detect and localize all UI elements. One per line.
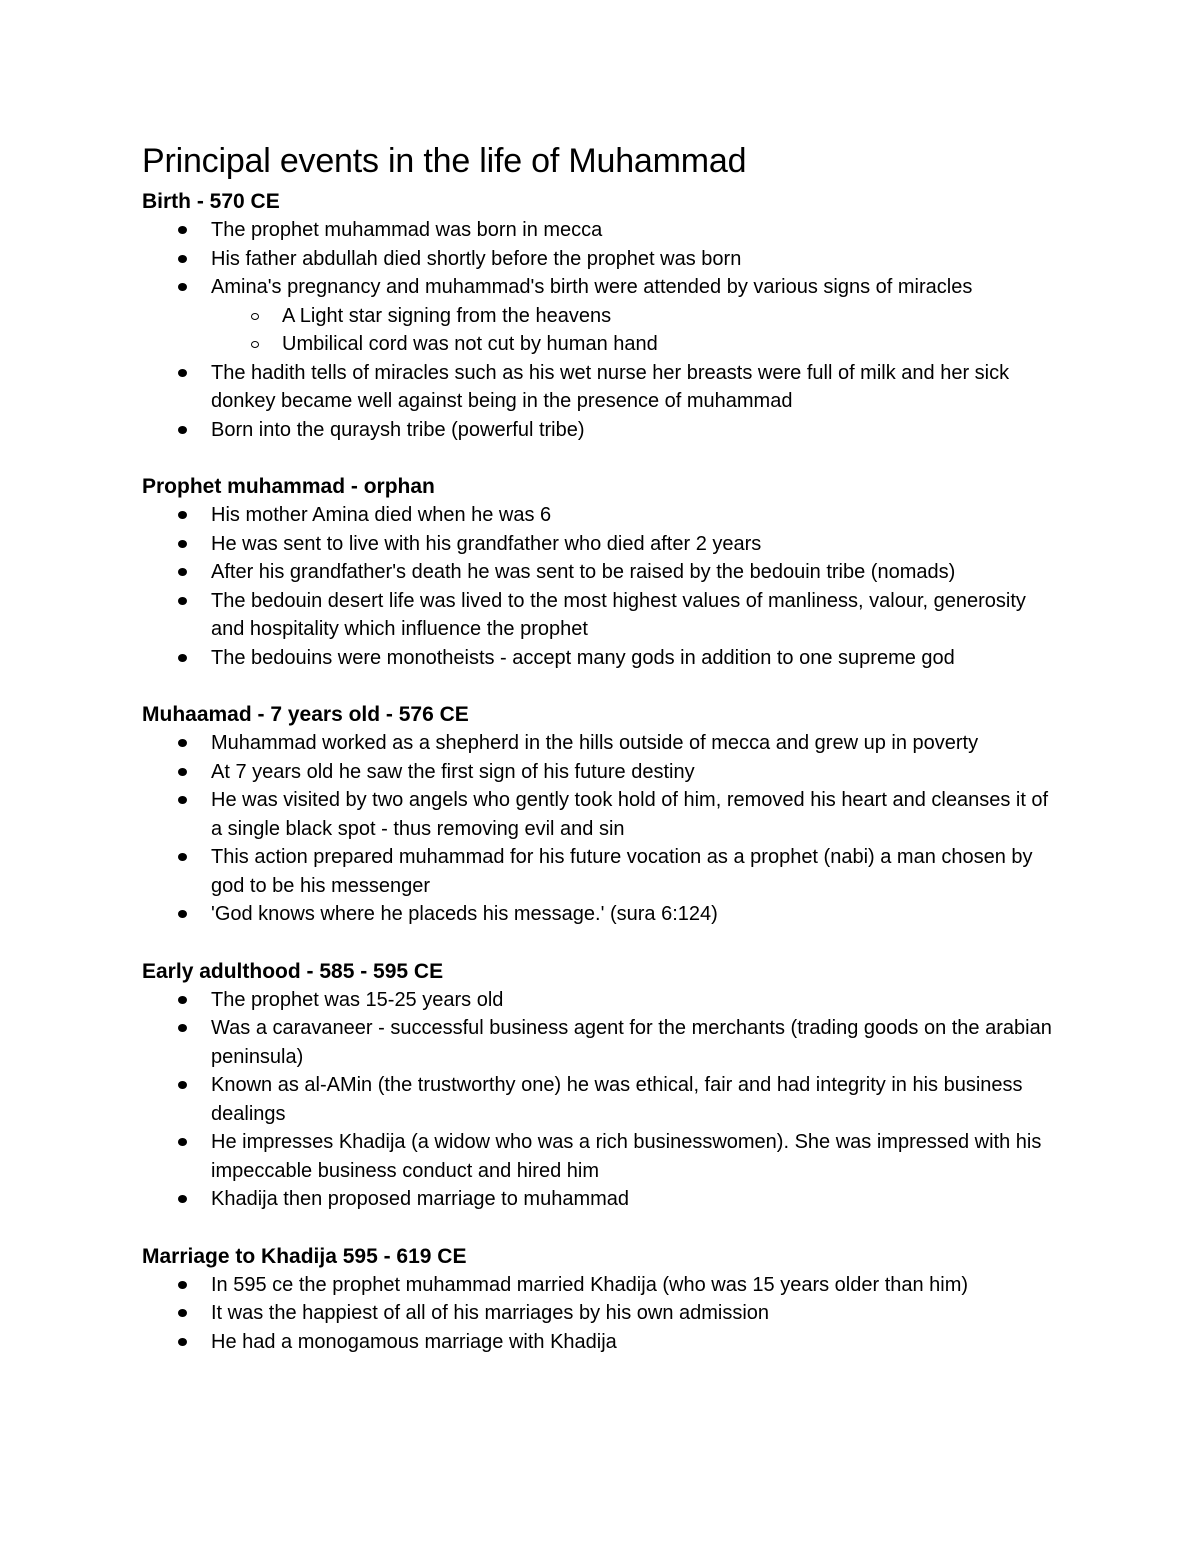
section-heading: Early adulthood - 585 - 595 CE	[142, 959, 444, 983]
bullet-dot-icon	[178, 853, 187, 861]
list-item	[142, 216, 1062, 245]
list-item	[142, 501, 1062, 530]
list-item	[142, 1328, 1062, 1357]
bullet-dot-icon	[178, 739, 187, 747]
bullet-dot-icon	[178, 426, 187, 434]
list-item	[142, 587, 1062, 644]
list-item-text: 'God knows where he placeds his message.' (sura 6:124)	[211, 903, 718, 925]
list-item-text: His father abdullah died shortly before the prophet was born	[211, 247, 742, 270]
bullet-dot-icon	[178, 768, 187, 776]
bullet-dot-icon	[178, 255, 187, 263]
sections-container	[142, 188, 1062, 1356]
bullet-dot-icon	[178, 796, 187, 804]
list-item-text: This action prepared muhammad for his future vocation as a prophet (nabi) a man chosen by god to be his messenger	[211, 846, 1033, 897]
bullet-dot-icon	[178, 1195, 187, 1203]
list-item-text: Muhammad worked as a shepherd in the hills outside of mecca and grew up in poverty	[211, 732, 979, 754]
bullet-list	[142, 501, 1062, 672]
section	[142, 1243, 1062, 1357]
list-item	[142, 843, 1062, 900]
list-item	[142, 1271, 1062, 1300]
list-item	[142, 1128, 1062, 1185]
bullet-dot-icon	[178, 1081, 187, 1089]
list-item	[142, 558, 1062, 587]
bullet-list	[142, 986, 1062, 1214]
bullet-list	[142, 1271, 1062, 1357]
bullet-dot-icon	[178, 568, 187, 576]
bullet-dot-icon	[178, 226, 187, 234]
bullet-circle-icon	[251, 313, 259, 320]
list-item-text: The prophet was 15-25 years old	[211, 988, 504, 1011]
sub-list-item-text: A Light star signing from the heavens	[282, 304, 612, 327]
bullet-dot-icon	[178, 540, 187, 548]
list-item-text: The bedouins were monotheists - accept many gods in addition to one supreme god	[211, 646, 955, 669]
list-item-text: Khadija then proposed marriage to muhammad	[211, 1188, 630, 1210]
bullet-dot-icon	[178, 1024, 187, 1032]
list-item	[142, 416, 1062, 445]
sub-list-item-text: Umbilical cord was not cut by human hand	[282, 333, 658, 355]
list-item	[142, 729, 1062, 758]
bullet-dot-icon	[178, 1281, 187, 1289]
list-item-text: His mother Amina died when he was 6	[211, 504, 552, 526]
document-title: Principal events in the life of Muhammad	[142, 142, 747, 180]
list-item-text: He impresses Khadija (a widow who was a rich businesswomen). She was impressed with his impeccable business conduct and hired him	[211, 1131, 1042, 1182]
bullet-dot-icon	[178, 1309, 187, 1317]
bullet-dot-icon	[178, 597, 187, 605]
list-item-text: He was sent to live with his grandfather who died after 2 years	[211, 532, 762, 555]
bullet-dot-icon	[178, 1338, 187, 1346]
list-item	[142, 758, 1062, 787]
bullet-dot-icon	[178, 511, 187, 519]
bullet-dot-icon	[178, 654, 187, 662]
section-heading: Birth - 570 CE	[142, 190, 280, 213]
document-page	[142, 140, 1062, 1356]
bullet-list	[142, 216, 1062, 444]
list-item	[142, 530, 1062, 559]
bullet-circle-icon	[251, 341, 259, 348]
section	[142, 701, 1062, 929]
list-item-text: The prophet muhammad was born in mecca	[211, 219, 603, 241]
list-item	[142, 900, 1062, 929]
list-item	[142, 245, 1062, 274]
list-item-text: He had a monogamous marriage with Khadija	[211, 1330, 617, 1353]
list-item	[142, 1185, 1062, 1214]
list-item-text: Amina's pregnancy and muhammad's birth were attended by various signs of miracles	[211, 276, 973, 298]
list-item-text: Was a caravaneer - successful business agent for the merchants (trading goods on the arabian peninsula)	[211, 1017, 1052, 1068]
list-item-text: The bedouin desert life was lived to the most highest values of manliness, valour, generosity and hospitality which influence the prophet	[211, 589, 1026, 640]
bullet-dot-icon	[178, 283, 187, 291]
sub-list-wrapper	[142, 302, 1062, 359]
list-item	[142, 359, 1062, 416]
list-item	[142, 273, 1062, 302]
bullet-list	[142, 729, 1062, 929]
section	[142, 473, 1062, 672]
list-item-text: He was visited by two angels who gently took hold of him, removed his heart and cleanses it of a single black spot - thus removing evil and sin	[211, 789, 1049, 840]
section-heading: Marriage to Khadija 595 - 619 CE	[142, 1244, 467, 1268]
sub-bullet-list	[142, 302, 1062, 359]
list-item-text: The hadith tells of miracles such as his wet nurse her breasts were full of milk and her sick donkey became well against being in the presence of muhammad	[211, 361, 1010, 412]
list-item-text: At 7 years old he saw the first sign of his future destiny	[211, 760, 695, 783]
section	[142, 188, 1062, 444]
bullet-dot-icon	[178, 369, 187, 377]
bullet-dot-icon	[178, 1138, 187, 1146]
list-item	[142, 986, 1062, 1015]
bullet-dot-icon	[178, 910, 187, 918]
sub-list-item	[142, 330, 1062, 359]
list-item-text: It was the happiest of all of his marriages by his own admission	[211, 1302, 770, 1324]
list-item	[142, 644, 1062, 673]
sub-list-item	[142, 302, 1062, 331]
section-heading: Prophet muhammad - orphan	[142, 475, 435, 498]
list-item	[142, 1299, 1062, 1328]
list-item-text: Born into the quraysh tribe (powerful tribe)	[211, 418, 585, 441]
list-item	[142, 1071, 1062, 1128]
list-item-text: Known as al-AMin (the trustworthy one) he was ethical, fair and had integrity in his business dealings	[211, 1074, 1023, 1125]
list-item-text: After his grandfather's death he was sent to be raised by the bedouin tribe (nomads)	[211, 561, 956, 583]
section	[142, 958, 1062, 1214]
list-item	[142, 1014, 1062, 1071]
bullet-dot-icon	[178, 996, 187, 1004]
section-heading: Muhaamad - 7 years old - 576 CE	[142, 703, 469, 726]
list-item-text: In 595 ce the prophet muhammad married Khadija (who was 15 years older than him)	[211, 1273, 969, 1296]
list-item	[142, 786, 1062, 843]
